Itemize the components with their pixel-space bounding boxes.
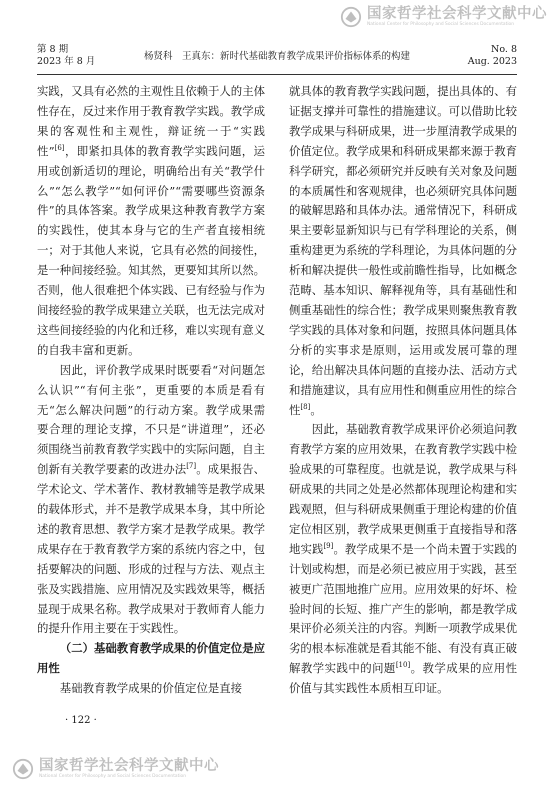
citation-ref: [7] [186,462,197,471]
paragraph-text: 。成果报告、学术论文、学术著作、教材教辅等是教学成果的载体形式，并不是教学成果本身，其中所论述的教育思想、教学方案才是教学成果。教学成果存在于教育教学方案的系统内容之中，包括要解决的问题、形成的过程与方法、观点主张及实践措施、应用情况及实践效果等，概括显现于成果名称。教学成果对于教师育人能力的提升作用主要在于实践性。 [37,462,265,636]
paragraph-text: 。教学成果的应用性价值与其实践性本质相互印证。 [289,661,517,696]
header-authors-title: 杨贤科 王真东：新时代基础教育教学成果评价指标体系的构建 [143,51,410,62]
section-heading: （二）基础教育教学成果的价值定位是应用性 [37,641,265,676]
header-rule [37,74,517,75]
paragraph [289,420,517,699]
citation-ref: [8] [300,402,311,411]
citation-ref: [6] [54,143,65,152]
watermark-title: 国家哲学社会科学文献中心 [367,5,547,22]
issue-number-cn: 第 8 期 [37,44,69,55]
left-column [37,82,265,699]
watermark-subtitle: National Center for Philosophy and Social Sciences Documentation [367,22,515,28]
paragraph-text: 。 [310,402,322,417]
citation-ref: [9] [323,542,334,551]
paragraph-text: 实践，又具有必然的主观性且依赖于人的主体性存在，反过来作用于教育教学实践。教学成果的客观性和主观性，辩证统一于“实践性” [37,84,265,158]
watermark-title: 国家哲学社会科学文献中心 [39,757,219,774]
header-issue-en [468,44,517,68]
watermark-subtitle: National Center for Philosophy and Social Sciences Documentation [39,774,187,780]
paragraph-text: 因此，评价教学成果时既要看“对问题怎么认识”“有何主张”，更重要的本质是看有无“怎么解决问题”的行动方案。教学成果需要合理的理论支撑，不只是“讲道理”，还必须围绕当前教育教学实践中的实际问题，自主创新有关教学要素的改进办法 [37,362,265,477]
paragraph [37,361,265,640]
paragraph [37,82,265,361]
watermark-bottom [12,756,219,782]
paragraph [37,679,265,699]
page-number: · 122 · [65,715,97,726]
issue-date-en: Aug. 2023 [467,56,517,67]
nssd-logo-icon [12,758,34,780]
paragraph-text: 基础教育教学成果的价值定位是直接 [59,681,243,696]
paragraph-text: 。教学成果不是一个尚未置于实践的计划或构想，而是必须已被应用于实践，甚至被更广范围地推广应用。应用效果的好坏、检验时间的长短、推广产生的影响，都是教学成果评价必须关注的内容。判断一项教学成果优劣的根本标准就是看其能不能、有没有真正破解教学实践中的问题 [289,541,517,676]
issue-number-en: No. 8 [491,44,517,55]
watermark-top [340,4,547,30]
citation-ref: [10] [395,661,411,670]
right-column [289,82,517,699]
nssd-logo-icon [340,6,362,28]
paragraph-text: 就具体的教育教学实践问题，提出具体的、有证据支撑并可靠性的措施建议。可以借助比较教学成果与科研成果，进一步厘清教学成果的价值定位。教学成果和科研成果都来源于教育科学研究，都必须研究并反映有关对象及问题的本质属性和客观规律，也必须研究具体问题的破解思路和具体办法。通常情况下，科研成果主要彰显新知识与已有学科理论的关系，侧重构建更为系统的学科理论，为具体问题的分析和解决提供一般性或前瞻性指导，比如概念范畴、基本知识、解释视角等，具有基础性和侧重基础性的综合性；教学成果则聚焦教育教学实践的具体对象和问题，按照具体问题具体分析的实事求是原则，运用或发展可靠的理论，给出解决具体问题的直接办法、活动方式和措施建议，具有应用性和侧重应用性的综合性 [289,84,517,417]
running-header [37,44,517,70]
paragraph [289,82,517,420]
paragraph-text: ，即紧扣具体的教育教学实践问题，运用或创新适切的理论，明确给出有关“教学什么”“怎么教学”“如何评价”“需要哪些资源条件”的具体答案。教学成果这种教育教学方案的实践性，使其本身与它的生产者直接相统一；对于其他人来说，它具有必然的间接性，是一种间接经验。知其然，更要知其所以然。否则，他人很难把个体实践、已有经验与作为间接经验的教学成果建立关联，也无法完成对这些间接经验的内化和迁移，难以实现有意义的自我丰富和更新。 [37,143,265,357]
paragraph-text: 因此，基础教育教学成果评价必须追问教育教学方案的应用效果，在教育教学实践中检验成果的可靠程度。也就是说，教学成果与科研成果的共同之处是必然都体现理论构建和实践观照，但与科研成果侧重于理论构建的价值定位相区别，教学成果更侧重于直接指导和落地实践 [289,422,517,556]
issue-date-cn: 2023 年 8 月 [37,56,96,67]
